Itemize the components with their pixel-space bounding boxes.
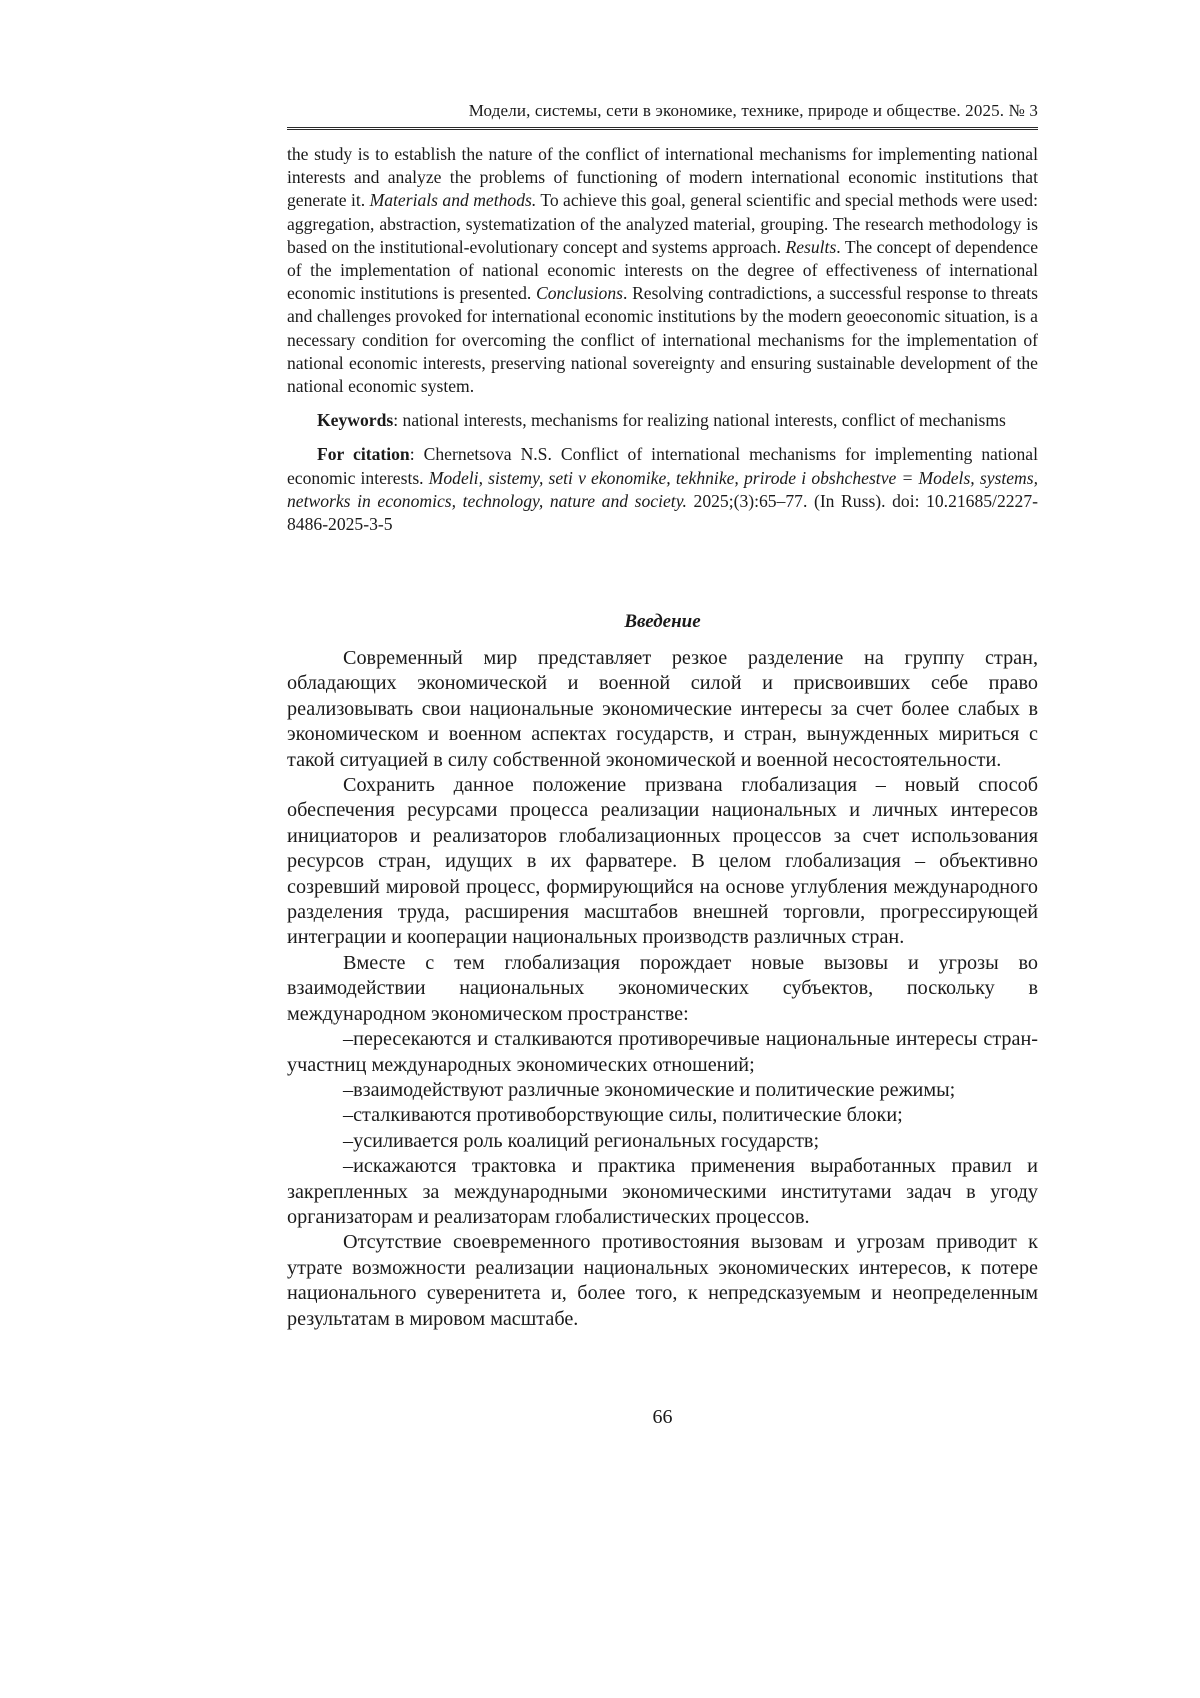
journal-title-line: Модели, системы, сети в экономике, технике, природе и обществе. 2025. № 3 (468, 101, 1038, 120)
page-number (287, 1405, 1038, 1429)
keywords-label: Keywords (317, 410, 394, 431)
abstract-text-methods: To achieve this goal, general scientific and special methods were used: aggregation, abstraction, systematization of the analyzed material, grouping. The research methodology is based on the institutional-evolutionary concept and systems approach. (287, 190, 1038, 257)
list-item: –взаимодействуют различные экономические и политические режимы; (343, 1078, 956, 1101)
list-item: –сталкиваются противоборствующие силы, политические блоки; (343, 1104, 903, 1127)
body-paragraph-1: Современный мир представляет резкое разделение на группу стран, обладающих экономической и военной силой и присвоивших себе право реализовывать свои национальные экономические интересы за счет более слабых в экономическом и военном аспектах государств, и стран, вынужденных мириться с такой ситуацией в силу собственной экономической и военной несостоятельности. (287, 647, 1038, 771)
citation-journal: Modeli, sistemy, seti v ekonomike, tekhnike, prirode i obshchestve = Models, systems, networks in economics, technology, nature and society. (287, 467, 1038, 511)
body-paragraph-4: Отсутствие своевременного противостояния вызовам и угрозам приводит к утрате возможности реализации национальных экономических интересов, к потере национального суверенитета и, более того, к непредсказуемым и неопределенным результатам в мировом масштабе. (287, 1231, 1038, 1330)
body-paragraph-3: Вместе с тем глобализация порождает новые вызовы и угрозы во взаимодействии национальных экономических субъектов, поскольку в международном экономическом пространстве: (287, 951, 1038, 1025)
abstract-section (287, 143, 1038, 536)
abstract-label-conclusions: Conclusions (535, 283, 623, 304)
abstract-paragraph (287, 143, 1038, 398)
header-divider (287, 127, 1038, 130)
page-number-text: 66 (652, 1406, 673, 1428)
abstract-text-conclusions: . Resolving contradictions, a successful response to threats and challenges provoked for international economic institutions by the modern geoeconomic situation, is a necessary condition for overcoming the conflict of international mechanisms for the implementation of national economic interests, preserving national sovereignty and ensuring sustainable development of the national economic system. (287, 283, 1038, 397)
abstract-text-results: . The concept of dependence of the implementation of national economic interests on the degree of effectiveness of international economic institutions is presented. (287, 236, 1039, 304)
body-section (287, 646, 1038, 1332)
keywords-text: : national interests, mechanisms for realizing national interests, conflict of mechanisms (393, 410, 1006, 431)
keywords-paragraph (287, 409, 1038, 432)
abstract-text-aim: the study is to establish the nature of the conflict of international mechanisms for implementing national interests and analyze the problems of functioning of modern international economic institutions that generate it. (287, 144, 1038, 211)
citation-label: For citation (317, 444, 410, 465)
abstract-label-results: Results (785, 236, 837, 257)
citation-paragraph (287, 443, 1038, 536)
section-heading (287, 610, 1038, 634)
citation-text-doi: 2025;(3):65–77. (In Russ). doi: 10.21685/2227-8486-2025-3-5 (287, 490, 1038, 535)
citation-text-authors: : Chernetsova N.S. Conflict of international mechanisms for implementing national economic interests. (287, 444, 1038, 488)
body-paragraph-2: Сохранить данное положение призвана глобализация – новый способ обеспечения ресурсами процесса реализации национальных и личных интересов инициаторов и реализаторов глобализационных процессов за счет использования ресурсов стран, идущих в их фарватере. В целом глобализация – объективно созревший мировой процесс, формирующийся на основе углубления международного разделения труда, расширения масштабов внешней торговли, прогрессирующей интеграции и кооперации национальных производств различных стран. (287, 774, 1038, 949)
list-item: –пересекаются и сталкиваются противоречивые национальные интересы стран-участниц международных экономических отношений; (287, 1028, 1038, 1076)
list-item: –искажаются трактовка и практика применения выработанных правил и закрепленных за международными экономическими институтами задач в угоду организаторам и реализаторам глобалистических процессов. (287, 1155, 1038, 1228)
list-item: –усиливается роль коалиций региональных государств; (343, 1129, 820, 1152)
running-header (287, 101, 1038, 121)
section-heading-text: Введение (624, 611, 701, 632)
abstract-label-materials: Materials and methods. (369, 190, 537, 211)
